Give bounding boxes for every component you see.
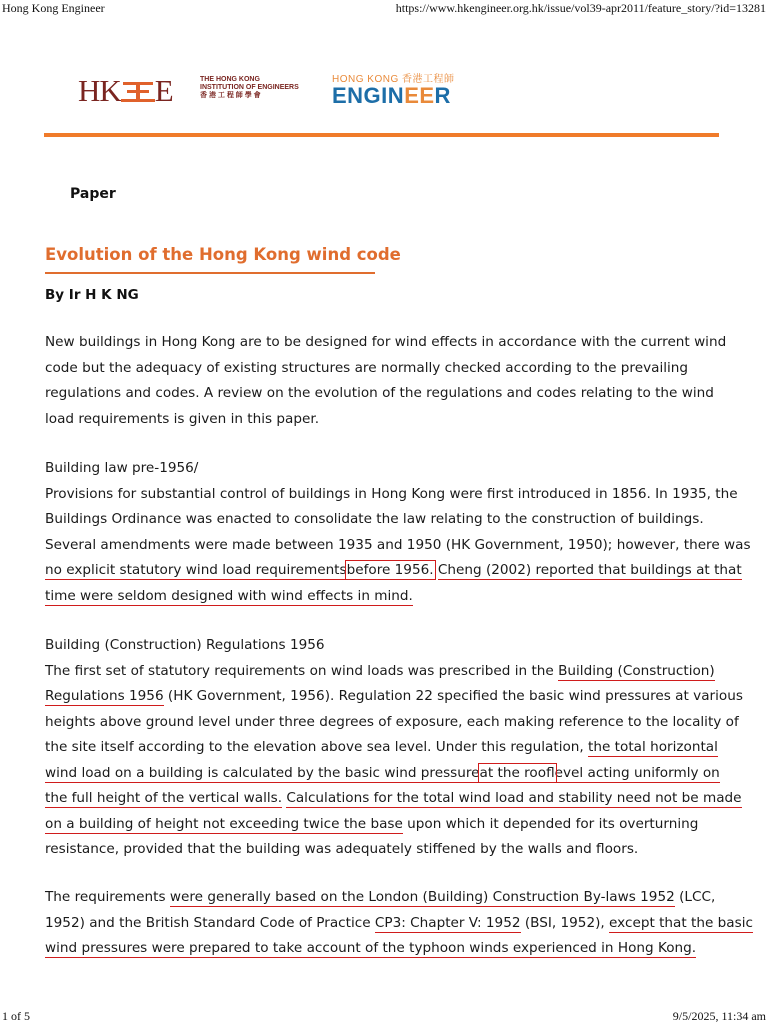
section-requirements <box>45 885 753 962</box>
paragraph-line <box>45 761 735 787</box>
paragraph-line <box>45 584 735 610</box>
underlined-text: Regulations 1956 <box>45 688 164 704</box>
boxed-text: before 1956. <box>346 562 434 578</box>
engineer-main-a: ENGIN <box>332 83 405 108</box>
hkie-letters-left: HK <box>78 73 121 108</box>
intro-line: regulations and codes. A review on the evolution of the regulations and codes relating to the wind <box>45 385 714 401</box>
section-heading: Building law pre-1956/ <box>45 460 199 476</box>
article-title: Evolution of the Hong Kong wind code <box>45 245 401 264</box>
paragraph-line <box>45 936 735 962</box>
paragraph-line <box>45 812 735 838</box>
hong-kong-engineer-logo[interactable] <box>332 74 455 107</box>
browser-site-title: Hong Kong Engineer <box>2 1 105 15</box>
hkie-line2: INSTITUTION OF ENGINEERS <box>200 84 299 91</box>
paragraph-line: Provisions for substantial control of buildings in Hong Kong were first introduced in 1856. In 1935, the <box>45 485 738 502</box>
underlined-text: time were seldom designed with wind effects in mind. <box>45 587 413 604</box>
hkie-line1: THE HONG KONG <box>200 76 260 83</box>
intro-line: load requirements is given in this paper. <box>45 410 320 427</box>
underlined-text: wind load on a building is calculated by the basic wind pressure <box>45 764 480 781</box>
hkie-letters-right: E <box>154 73 173 108</box>
paragraph-line: Several amendments were made between 1935 and 1950 (HK Government, 1950); however, there was <box>45 536 751 553</box>
paragraph-line: Buildings Ordinance was enacted to consolidate the law relating to the construction of buildings. <box>45 511 704 527</box>
browser-url: https://www.hkengineer.org.hk/issue/vol39-apr2011/feature_story/?id=13281 <box>395 1 766 15</box>
underlined-text: Building (Construction) <box>558 662 715 679</box>
section-regulations-1956 <box>45 633 743 863</box>
text-run: upon which it depended for its overturning <box>402 815 699 832</box>
text-run: The requirements <box>45 889 170 905</box>
section-heading: Building (Construction) Regulations 1956 <box>45 637 325 653</box>
title-underline <box>45 272 375 274</box>
underlined-text: on a building of height not exceeding twice the base <box>45 815 403 832</box>
paragraph-line <box>45 786 742 812</box>
underlined-text: the total horizontal <box>588 739 718 755</box>
text-run: (BSI, 1952), <box>520 914 610 931</box>
boxed-text: at the roof <box>479 764 555 781</box>
engineer-main-b: EE <box>404 83 435 108</box>
paragraph-line <box>45 558 742 584</box>
underlined-text: Cheng (2002) reported that buildings at that <box>437 562 742 578</box>
text-run: (LCC, <box>674 889 716 905</box>
paragraph-line <box>45 659 735 685</box>
underlined-text: CP3: Chapter V: 1952 <box>374 914 521 931</box>
hkie-line3: 香 港 工 程 師 學 會 <box>200 92 261 99</box>
underlined-text: Calculations for the total wind load and stability need not be made <box>286 790 742 806</box>
engineer-logo-top: HONG KONG 香港工程師 <box>332 74 455 85</box>
hkie-emblem-icon <box>121 77 155 103</box>
engineer-logo-main <box>332 85 455 107</box>
underlined-text: were generally based on the London (Building) Construction By-laws 1952 <box>169 889 675 905</box>
print-datetime: 9/5/2025, 11:34 am <box>672 1009 766 1023</box>
underlined-text: level acting uniformly on <box>554 764 720 781</box>
intro-line: New buildings in Hong Kong are to be designed for wind effects in accordance with the current wind <box>45 334 727 350</box>
section-pre1956 <box>45 456 751 609</box>
text-run: 1952) and the British Standard Code of Practice <box>45 914 375 931</box>
page-counter: 1 of 5 <box>2 1009 30 1023</box>
intro-paragraph <box>45 330 735 432</box>
section-label: Paper <box>70 186 116 202</box>
text-run: the site itself according to the elevation above sea level. Under this regulation, <box>45 739 589 755</box>
article-byline: By Ir H K NG <box>45 287 139 303</box>
header-divider <box>44 133 719 137</box>
underlined-text: the full height of the vertical walls. <box>45 790 283 806</box>
paragraph-line: resistance, provided that the building was adequately stiffened by the walls and floors. <box>45 841 639 857</box>
underlined-text: no explicit statutory wind load requirements <box>45 562 347 578</box>
intro-line: code but the adequacy of existing structures are normally checked according to the prevailing <box>45 359 689 376</box>
hkie-logo-mark <box>78 74 173 108</box>
paragraph-line <box>45 684 743 710</box>
engineer-main-c: R <box>434 83 451 108</box>
paragraph-line <box>45 911 753 937</box>
paragraph-line <box>45 735 735 761</box>
hkie-logo-text <box>200 76 299 100</box>
paragraph-line: heights above ground level under three degrees of exposure, each making reference to the locality of <box>45 713 739 730</box>
paragraph-line <box>45 885 735 911</box>
text-run: (HK Government, 1956). Regulation 22 specified the basic wind pressures at various <box>163 688 743 704</box>
underlined-text: wind pressures were prepared to take account of the typhoon winds experienced in Hong Kong. <box>45 940 697 956</box>
underlined-text: except that the basic <box>609 914 753 931</box>
text-run: The first set of statutory requirements on wind loads was prescribed in the <box>45 662 559 679</box>
